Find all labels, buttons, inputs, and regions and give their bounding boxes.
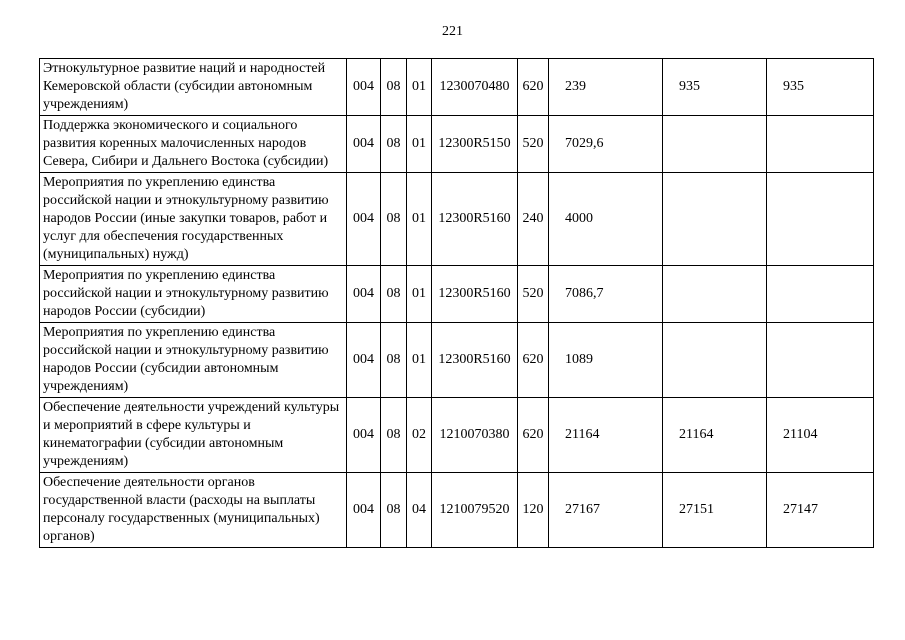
page-number: 221 bbox=[442, 24, 463, 39]
target-code-cell: 1230070480 bbox=[432, 59, 518, 116]
subsection-code-cell: 04 bbox=[407, 473, 432, 548]
amount-3-cell bbox=[767, 173, 874, 266]
table-row bbox=[40, 398, 874, 473]
target-code-cell: 12300R5160 bbox=[432, 173, 518, 266]
section-code-cell: 08 bbox=[381, 173, 407, 266]
row-name-cell: Этнокультурное развитие наций и народностей Кемеровской области (субсидии автономным учреждениям) bbox=[40, 59, 347, 116]
amount-1-cell: 4000 bbox=[549, 173, 663, 266]
row-name-cell: Обеспечение деятельности учреждений культуры и мероприятий в сфере культуры и кинематографии (субсидии автономным учреждениям) bbox=[40, 398, 347, 473]
ministry-code-cell: 004 bbox=[347, 173, 381, 266]
target-code-cell: 12300R5160 bbox=[432, 266, 518, 323]
table-row bbox=[40, 323, 874, 398]
amount-2-cell: 935 bbox=[663, 59, 767, 116]
amount-1-cell: 239 bbox=[549, 59, 663, 116]
amount-1-cell: 7029,6 bbox=[549, 116, 663, 173]
section-code-cell: 08 bbox=[381, 473, 407, 548]
ministry-code-cell: 004 bbox=[347, 473, 381, 548]
table-row bbox=[40, 116, 874, 173]
subsection-code-cell: 02 bbox=[407, 398, 432, 473]
row-name-cell: Обеспечение деятельности органов государственной власти (расходы на выплаты персоналу государственных (муниципальных) органов) bbox=[40, 473, 347, 548]
expense-type-cell: 520 bbox=[518, 116, 549, 173]
expense-type-cell: 620 bbox=[518, 323, 549, 398]
amount-3-cell: 27147 bbox=[767, 473, 874, 548]
budget-table bbox=[39, 58, 874, 548]
amount-3-cell bbox=[767, 266, 874, 323]
expense-type-cell: 620 bbox=[518, 398, 549, 473]
amount-2-cell: 21164 bbox=[663, 398, 767, 473]
subsection-code-cell: 01 bbox=[407, 323, 432, 398]
subsection-code-cell: 01 bbox=[407, 116, 432, 173]
section-code-cell: 08 bbox=[381, 266, 407, 323]
ministry-code-cell: 004 bbox=[347, 266, 381, 323]
section-code-cell: 08 bbox=[381, 398, 407, 473]
amount-1-cell: 27167 bbox=[549, 473, 663, 548]
section-code-cell: 08 bbox=[381, 59, 407, 116]
row-name-cell: Поддержка экономического и социального развития коренных малочисленных народов Севера, Сибири и Дальнего Востока (субсидии) bbox=[40, 116, 347, 173]
amount-3-cell: 21104 bbox=[767, 398, 874, 473]
table-row bbox=[40, 266, 874, 323]
amount-3-cell bbox=[767, 323, 874, 398]
target-code-cell: 1210079520 bbox=[432, 473, 518, 548]
amount-1-cell: 1089 bbox=[549, 323, 663, 398]
table-row bbox=[40, 59, 874, 116]
amount-2-cell bbox=[663, 173, 767, 266]
section-code-cell: 08 bbox=[381, 323, 407, 398]
amount-2-cell bbox=[663, 323, 767, 398]
expense-type-cell: 520 bbox=[518, 266, 549, 323]
subsection-code-cell: 01 bbox=[407, 266, 432, 323]
amount-2-cell bbox=[663, 116, 767, 173]
budget-table-body bbox=[40, 59, 874, 548]
subsection-code-cell: 01 bbox=[407, 59, 432, 116]
expense-type-cell: 240 bbox=[518, 173, 549, 266]
row-name-cell: Мероприятия по укреплению единства российской нации и этнокультурному развитию народов России (иные закупки товаров, работ и услуг для обеспечения государственных (муниципальных) нужд) bbox=[40, 173, 347, 266]
ministry-code-cell: 004 bbox=[347, 59, 381, 116]
amount-3-cell: 935 bbox=[767, 59, 874, 116]
ministry-code-cell: 004 bbox=[347, 323, 381, 398]
expense-type-cell: 120 bbox=[518, 473, 549, 548]
section-code-cell: 08 bbox=[381, 116, 407, 173]
subsection-code-cell: 01 bbox=[407, 173, 432, 266]
amount-2-cell bbox=[663, 266, 767, 323]
row-name-cell: Мероприятия по укреплению единства российской нации и этнокультурному развитию народов России (субсидии автономным учреждениям) bbox=[40, 323, 347, 398]
amount-1-cell: 21164 bbox=[549, 398, 663, 473]
ministry-code-cell: 004 bbox=[347, 398, 381, 473]
target-code-cell: 12300R5160 bbox=[432, 323, 518, 398]
amount-2-cell: 27151 bbox=[663, 473, 767, 548]
ministry-code-cell: 004 bbox=[347, 116, 381, 173]
amount-3-cell bbox=[767, 116, 874, 173]
row-name-cell: Мероприятия по укреплению единства российской нации и этнокультурному развитию народов России (субсидии) bbox=[40, 266, 347, 323]
amount-1-cell: 7086,7 bbox=[549, 266, 663, 323]
target-code-cell: 1210070380 bbox=[432, 398, 518, 473]
expense-type-cell: 620 bbox=[518, 59, 549, 116]
target-code-cell: 12300R5150 bbox=[432, 116, 518, 173]
table-row bbox=[40, 173, 874, 266]
table-row bbox=[40, 473, 874, 548]
